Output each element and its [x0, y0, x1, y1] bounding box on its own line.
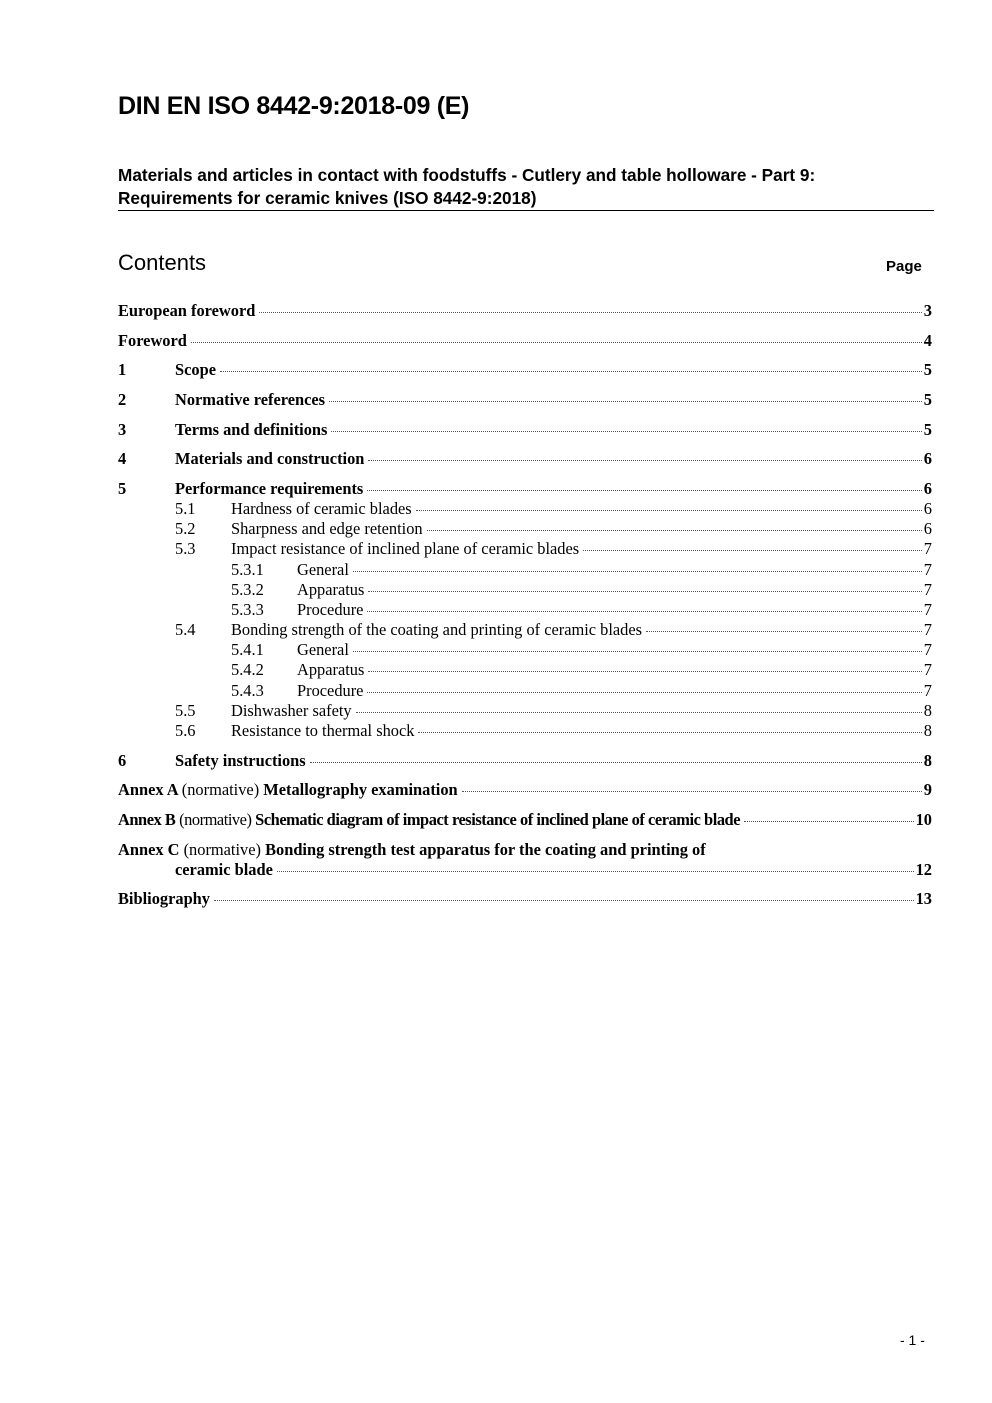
- toc-leader-dots: [368, 460, 921, 461]
- toc-entry-page: 7: [923, 560, 932, 579]
- toc-entry-page: 7: [923, 640, 932, 659]
- toc-entry-title: General: [297, 560, 349, 579]
- toc-entry-title: Sharpness and edge retention: [231, 519, 423, 538]
- toc-leader-dots: [331, 431, 921, 432]
- title-divider: [118, 210, 934, 211]
- toc-entry-title: [118, 810, 742, 830]
- toc-entry-number: 5.3.2: [231, 580, 264, 599]
- toc-entry-title: Apparatus: [297, 660, 365, 679]
- toc-entry-page: 12: [915, 860, 932, 879]
- toc-entry-title: Procedure: [297, 600, 364, 619]
- toc-entry-title: Bonding strength of the coating and printing of ceramic blades: [231, 620, 643, 639]
- toc-entry-4[interactable]: [118, 449, 932, 469]
- toc-entry-5-4-2[interactable]: [231, 660, 932, 680]
- toc-entry-bibliography[interactable]: [118, 889, 932, 909]
- toc-leader-dots: [744, 821, 914, 822]
- toc-entry-5-6[interactable]: [175, 721, 932, 741]
- toc-entry-5-4[interactable]: [175, 620, 932, 640]
- toc-entry-number: 2: [118, 390, 127, 409]
- toc-leader-dots: [367, 490, 922, 491]
- toc-annex-qualifier: (normative): [181, 780, 260, 799]
- document-subtitle: Materials and articles in contact with foodstuffs - Cutlery and table holloware - Part 9: Requirements for ceramic knives (ISO 8442-9:2018): [118, 165, 816, 208]
- toc-entry-number: 5: [118, 479, 127, 498]
- toc-entry-number: 3: [118, 420, 127, 439]
- toc-annex-qualifier: (normative): [179, 810, 252, 829]
- toc-entry-5-3[interactable]: [175, 539, 932, 559]
- toc-entry-number: 5.4.1: [231, 640, 264, 659]
- toc-entry-number: 5.5: [175, 701, 196, 720]
- toc-entry-5-3-2[interactable]: [231, 580, 932, 600]
- toc-entry-page: 13: [915, 889, 932, 908]
- toc-leader-dots: [214, 900, 914, 901]
- toc-leader-dots: [462, 791, 922, 792]
- toc-entry-number: 5.4.3: [231, 681, 264, 700]
- toc-leader-dots: [353, 571, 922, 572]
- toc-entry-number: 5.3: [175, 539, 196, 558]
- toc-entry-annex-b[interactable]: [118, 810, 932, 830]
- toc-entry-5[interactable]: [118, 479, 932, 499]
- toc-entry-title: Normative references: [175, 390, 326, 409]
- toc-entry-1[interactable]: [118, 360, 932, 380]
- toc-entry-page: 8: [923, 701, 932, 720]
- toc-entry-title: Impact resistance of inclined plane of ceramic blades: [231, 539, 580, 558]
- toc-entry-5-5[interactable]: [175, 701, 932, 721]
- toc-entry-5-3-1[interactable]: [231, 560, 932, 580]
- toc-leader-dots: [368, 671, 921, 672]
- toc-entry-page: 10: [915, 810, 932, 829]
- toc-entry-annex-c[interactable]: [175, 860, 932, 880]
- toc-entry-3[interactable]: [118, 420, 932, 440]
- toc-entry-page: 7: [923, 580, 932, 599]
- toc-entry-title-continuation: ceramic blade: [175, 860, 273, 879]
- toc-entry-page: 5: [923, 360, 932, 379]
- toc-entry-title: General: [297, 640, 349, 659]
- toc-entry-5-1[interactable]: [175, 499, 932, 519]
- toc-entry-page: 8: [923, 751, 932, 770]
- toc-entry-page: 8: [923, 721, 932, 740]
- toc-leader-dots: [220, 371, 922, 372]
- toc-entry-page: 3: [923, 301, 932, 320]
- toc-annex-title: Schematic diagram of impact resistance of inclined plane of ceramic blade: [255, 810, 741, 829]
- toc-leader-dots: [646, 631, 922, 632]
- toc-entry-title: Performance requirements: [175, 479, 364, 498]
- toc-entry-number: 5.2: [175, 519, 196, 538]
- toc-entry-title: Apparatus: [297, 580, 365, 599]
- toc-entry-european-foreword[interactable]: [118, 301, 932, 321]
- toc-entry-title: Foreword: [118, 331, 187, 350]
- toc-entry-number: 5.1: [175, 499, 196, 518]
- toc-entry-title: Materials and construction: [175, 449, 365, 468]
- toc-entry-title: Dishwasher safety: [231, 701, 352, 720]
- page-number: - 1 -: [900, 1332, 925, 1348]
- toc-entry-page: 7: [923, 600, 932, 619]
- toc-entry-number: 5.3.3: [231, 600, 264, 619]
- toc-entry-title: [118, 780, 460, 800]
- toc-entry-title: Terms and definitions: [175, 420, 328, 439]
- toc-entry-page: 7: [923, 660, 932, 679]
- toc-leader-dots: [368, 591, 921, 592]
- toc-entry-annex-c-first-line[interactable]: [118, 840, 706, 860]
- toc-leader-dots: [356, 712, 922, 713]
- toc-entry-5-4-3[interactable]: [231, 681, 932, 701]
- toc-annex-label: Annex B: [118, 810, 176, 829]
- toc-entry-page: 5: [923, 420, 932, 439]
- toc-annex-qualifier: (normative): [183, 840, 261, 859]
- toc-entry-title: Procedure: [297, 681, 364, 700]
- toc-entry-5-2[interactable]: [175, 519, 932, 539]
- toc-entry-page: 6: [923, 519, 932, 538]
- toc-entry-number: 5.4: [175, 620, 196, 639]
- toc-entry-page: 4: [923, 331, 932, 350]
- toc-annex-label: Annex A: [118, 780, 178, 799]
- toc-annex-title: Bonding strength test apparatus for the coating and printing of: [265, 840, 706, 859]
- toc-entry-page: 7: [923, 539, 932, 558]
- toc-entry-title: European foreword: [118, 301, 256, 320]
- toc-leader-dots: [367, 692, 921, 693]
- toc-entry-title: Safety instructions: [175, 751, 306, 770]
- toc-leader-dots: [310, 762, 922, 763]
- toc-leader-dots: [353, 651, 922, 652]
- toc-entry-page: 7: [923, 681, 932, 700]
- toc-entry-number: 1: [118, 360, 127, 379]
- toc-leader-dots: [367, 611, 921, 612]
- toc-entry-2[interactable]: [118, 390, 932, 410]
- toc-entry-number: 6: [118, 751, 127, 770]
- document-title: DIN EN ISO 8442-9:2018-09 (E): [118, 92, 470, 120]
- toc-leader-dots: [259, 312, 921, 313]
- toc-leader-dots: [583, 550, 922, 551]
- toc-entry-number: 5.4.2: [231, 660, 264, 679]
- toc-leader-dots: [416, 510, 922, 511]
- toc-entry-5-3-3[interactable]: [231, 600, 932, 620]
- toc-entry-title: Bibliography: [118, 889, 210, 908]
- toc-entry-page: 7: [923, 620, 932, 639]
- toc-entry-page: 9: [923, 780, 932, 799]
- toc-entry-page: 6: [923, 499, 932, 518]
- toc-entry-foreword[interactable]: [118, 331, 932, 351]
- toc-annex-label: Annex C: [118, 840, 180, 859]
- toc-leader-dots: [427, 530, 922, 531]
- toc-entry-title: Hardness of ceramic blades: [231, 499, 412, 518]
- page-column-heading: Page: [886, 258, 922, 275]
- toc-entry-page: 6: [923, 449, 932, 468]
- toc-entry-page: 5: [923, 390, 932, 409]
- toc-entry-title: Scope: [175, 360, 216, 379]
- toc-entry-annex-a[interactable]: [118, 780, 932, 800]
- toc-entry-number: 5.3.1: [231, 560, 264, 579]
- toc-leader-dots: [329, 401, 922, 402]
- toc-entry-title: Resistance to thermal shock: [231, 721, 415, 740]
- toc-annex-title: Metallography examination: [263, 780, 458, 799]
- toc-leader-dots: [277, 871, 914, 872]
- toc-leader-dots: [418, 732, 921, 733]
- toc-leader-dots: [191, 342, 922, 343]
- contents-heading: Contents: [118, 250, 207, 275]
- toc-entry-5-4-1[interactable]: [231, 640, 932, 660]
- toc-entry-number: 4: [118, 449, 127, 468]
- toc-entry-number: 5.6: [175, 721, 196, 740]
- toc-entry-6[interactable]: [118, 751, 932, 771]
- toc-entry-page: 6: [923, 479, 932, 498]
